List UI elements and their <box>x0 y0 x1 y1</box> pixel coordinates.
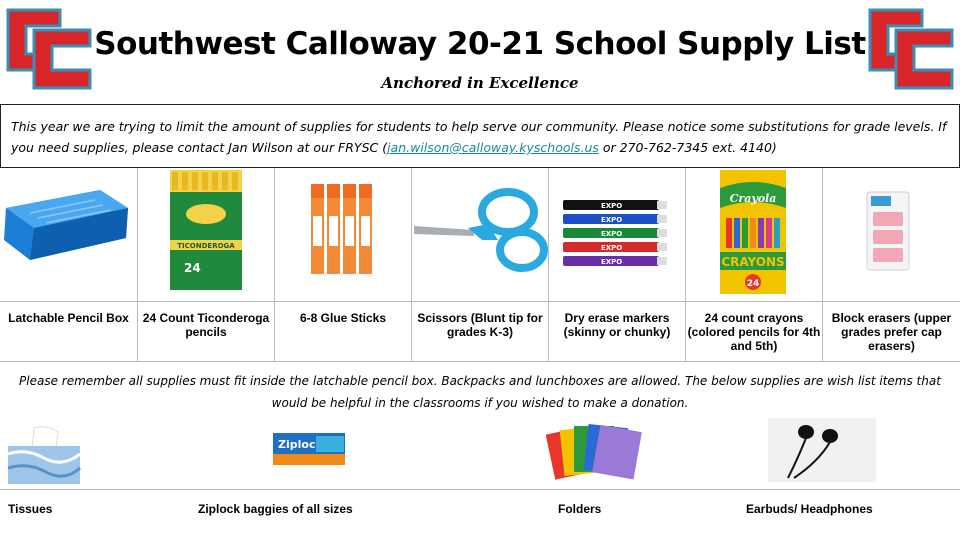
supply-label-cell <box>686 301 823 362</box>
supply-label-cell <box>412 301 549 362</box>
supply-image-cell <box>823 168 960 301</box>
tissues-icon <box>6 424 82 486</box>
supply-label-cell <box>823 301 960 362</box>
marker-brand-text: EXPO <box>601 230 623 238</box>
supply-label: 24 Count Ticonderoga pencils <box>142 311 270 339</box>
supply-image-cell <box>412 168 549 301</box>
intro-contact-text: or 270-762-7345 ext. 4140) <box>598 140 777 155</box>
crayons-name-text: CRAYONS <box>721 255 785 269</box>
marker-brand-text: EXPO <box>601 258 623 266</box>
supply-image-cell <box>686 168 823 301</box>
supply-grid <box>0 168 960 362</box>
supply-label: Latchable Pencil Box <box>8 311 129 325</box>
supply-label-cell <box>0 301 138 362</box>
wishlist-label: Tissues <box>8 502 53 516</box>
ziploc-icon <box>272 432 346 466</box>
earbuds-icon <box>768 418 876 482</box>
marker-brand-text: EXPO <box>601 202 623 210</box>
wishlist-label: Ziplock baggies of all sizes <box>198 502 353 516</box>
markers-icon <box>549 168 685 301</box>
supply-label: Dry erase markers (skinny or chunky) <box>563 311 671 339</box>
supply-image-cell <box>138 168 275 301</box>
page-subtitle: Anchored in Excellence <box>381 74 579 92</box>
crayons-icon <box>686 168 822 301</box>
supply-label: 24 count crayons (colored pencils for 4th and 5th) <box>687 311 821 353</box>
marker-brand-text: EXPO <box>601 216 623 224</box>
supply-image-cell <box>275 168 412 301</box>
crayons-brand-text: Crayola <box>729 192 777 205</box>
erasers-icon <box>823 168 959 301</box>
folders-icon <box>546 420 644 482</box>
intro-box <box>0 104 960 168</box>
ziploc-brand-text: Ziploc <box>278 438 316 451</box>
wishlist-note: Please remember all supplies must fit inside the latchable pencil box. Backpacks and lunchboxes are allowed. The below supplies are wish list items that would be helpful in the classrooms if you wished to make a donation. <box>19 374 941 410</box>
supply-image-cell <box>549 168 686 301</box>
scissors-icon <box>412 168 548 301</box>
wishlist-label: Earbuds/ Headphones <box>746 502 873 516</box>
supply-label-cell <box>549 301 686 362</box>
supply-label: 6-8 Glue Sticks <box>299 311 387 325</box>
intro-text: This year we are trying to limit the amount of supplies for students to help serve our community. Please notice some substitutions for grade levels. If you need supplies, please contact Jan Wilson at our FRYSC ( <box>11 119 947 155</box>
supply-label: Scissors (Blunt tip for grades K-3) <box>417 311 543 339</box>
pencils-brand-text: TICONDEROGA <box>177 242 235 250</box>
wishlist-divider <box>0 489 960 490</box>
page-title: Southwest Calloway 20-21 School Supply List <box>94 26 866 62</box>
supply-label-cell <box>275 301 412 362</box>
crayons-count-text: 24 <box>746 279 760 289</box>
supply-image-cell <box>0 168 138 301</box>
marker-brand-text: EXPO <box>601 244 623 252</box>
pencils-icon <box>138 168 274 301</box>
pencils-count-text: 24 <box>184 261 201 275</box>
frysc-email-link[interactable]: jan.wilson@calloway.kyschools.us <box>387 140 599 155</box>
glue-sticks-icon <box>275 168 411 301</box>
wishlist-label: Folders <box>558 502 602 516</box>
supply-label: Block erasers (upper grades prefer cap erasers) <box>831 311 952 353</box>
supply-label-cell <box>138 301 275 362</box>
pencil-box-icon <box>0 168 137 301</box>
